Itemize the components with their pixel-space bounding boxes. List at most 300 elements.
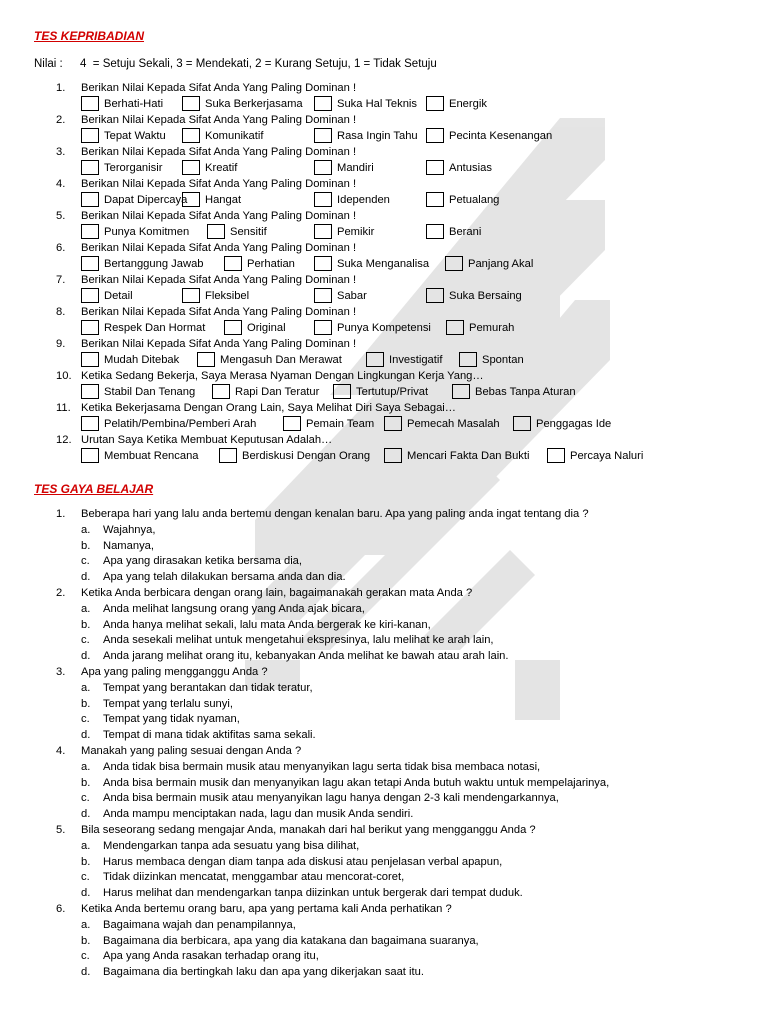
score-input-box[interactable] bbox=[513, 416, 531, 431]
answer-option[interactable] bbox=[0, 712, 768, 728]
trait-option bbox=[81, 160, 162, 176]
personality-question bbox=[0, 336, 768, 352]
trait-label: Pemain Team bbox=[306, 418, 375, 430]
option-row bbox=[0, 416, 768, 432]
answer-letter: c. bbox=[81, 634, 90, 647]
trait-option bbox=[182, 128, 263, 144]
answer-letter: b. bbox=[81, 539, 91, 552]
answer-letter: c. bbox=[81, 871, 90, 884]
trait-option bbox=[513, 416, 611, 432]
answer-text: Anda bisa bermain musik dan menyanyikan lagu akan tetapi Anda butuh waktu untuk mempelajarinya, bbox=[103, 776, 610, 789]
option-row bbox=[0, 96, 768, 112]
answer-letter: a. bbox=[81, 523, 91, 536]
trait-option bbox=[182, 160, 237, 176]
question-number: 2. bbox=[56, 586, 66, 599]
answer-option[interactable] bbox=[0, 855, 768, 871]
trait-option bbox=[426, 128, 552, 144]
score-input-box[interactable] bbox=[459, 352, 477, 367]
trait-label: Suka Berkerjasama bbox=[205, 98, 303, 110]
score-input-box[interactable] bbox=[197, 352, 215, 367]
answer-letter: c. bbox=[81, 555, 90, 568]
score-input-box[interactable] bbox=[81, 96, 99, 111]
question-text: Berikan Nilai Kepada Sifat Anda Yang Paling Dominan ! bbox=[81, 338, 357, 350]
trait-label: Energik bbox=[449, 98, 487, 110]
score-input-box[interactable] bbox=[81, 256, 99, 271]
score-input-box[interactable] bbox=[224, 320, 242, 335]
score-input-box[interactable] bbox=[182, 160, 200, 175]
trait-label: Perhatian bbox=[247, 258, 295, 270]
question-text: Apa yang paling mengganggu Anda ? bbox=[81, 665, 268, 678]
score-input-box[interactable] bbox=[207, 224, 225, 239]
trait-option bbox=[212, 384, 319, 400]
question-text: Ketika Sedang Bekerja, Saya Merasa Nyaman Dengan Lingkungan Kerja Yang… bbox=[81, 370, 484, 382]
question-number: 4. bbox=[56, 744, 66, 757]
trait-label: Sabar bbox=[337, 290, 367, 302]
answer-letter: d. bbox=[81, 571, 91, 584]
answer-list bbox=[0, 918, 768, 981]
trait-option bbox=[452, 384, 576, 400]
question-number: 3. bbox=[56, 146, 66, 158]
trait-option bbox=[219, 448, 370, 464]
answer-option[interactable] bbox=[0, 807, 768, 823]
option-row bbox=[0, 224, 768, 240]
trait-option bbox=[81, 96, 163, 112]
personality-question bbox=[0, 112, 768, 128]
score-input-box[interactable] bbox=[426, 288, 444, 303]
answer-option[interactable] bbox=[0, 633, 768, 649]
answer-option[interactable] bbox=[0, 570, 768, 586]
answer-letter: c. bbox=[81, 950, 90, 963]
score-input-box[interactable] bbox=[426, 128, 444, 143]
question-number: 11. bbox=[56, 402, 71, 414]
answer-list bbox=[0, 839, 768, 902]
trait-label: Bertanggung Jawab bbox=[104, 258, 204, 270]
personality-item bbox=[0, 400, 768, 432]
question-number: 2. bbox=[56, 114, 66, 126]
trait-option bbox=[314, 288, 367, 304]
trait-label: Pecinta Kesenangan bbox=[449, 130, 553, 142]
learning-style-item bbox=[0, 586, 768, 665]
question-text: Ketika Anda berbicara dengan orang lain, bagaimanakah gerakan mata Anda ? bbox=[81, 586, 473, 599]
trait-option bbox=[426, 96, 487, 112]
answer-option[interactable] bbox=[0, 728, 768, 744]
answer-letter: d. bbox=[81, 808, 91, 821]
learning-style-question bbox=[0, 507, 768, 523]
score-input-box[interactable] bbox=[452, 384, 470, 399]
score-input-box[interactable] bbox=[426, 224, 444, 239]
personality-item bbox=[0, 368, 768, 400]
answer-option[interactable] bbox=[0, 681, 768, 697]
trait-option bbox=[426, 192, 499, 208]
answer-text: Anda melihat langsung orang yang Anda ajak bicara, bbox=[103, 602, 365, 615]
trait-option bbox=[81, 320, 205, 336]
personality-question bbox=[0, 272, 768, 288]
option-row bbox=[0, 352, 768, 368]
answer-option[interactable] bbox=[0, 618, 768, 634]
trait-label: Mengasuh Dan Merawat bbox=[220, 354, 342, 366]
answer-letter: b. bbox=[81, 855, 91, 868]
personality-item bbox=[0, 240, 768, 272]
trait-label: Berhati-Hati bbox=[104, 98, 164, 110]
trait-label: Tepat Waktu bbox=[104, 130, 166, 142]
personality-question bbox=[0, 80, 768, 96]
learning-style-question-list bbox=[0, 507, 768, 981]
score-input-box[interactable] bbox=[219, 448, 237, 463]
trait-label: Membuat Rencana bbox=[104, 450, 199, 462]
learning-style-question bbox=[0, 902, 768, 918]
score-input-box[interactable] bbox=[81, 128, 99, 143]
question-text: Ketika Bekerjasama Dengan Orang Lain, Saya Melihat Diri Saya Sebagai… bbox=[81, 402, 456, 414]
personality-item bbox=[0, 112, 768, 144]
answer-text: Tidak diizinkan mencatat, menggambar atau mencorat-coret, bbox=[103, 871, 405, 884]
trait-label: Investigatif bbox=[389, 354, 443, 366]
answer-option[interactable] bbox=[0, 697, 768, 713]
score-input-box[interactable] bbox=[314, 256, 332, 271]
score-input-box[interactable] bbox=[426, 160, 444, 175]
personality-test-title: TES KEPRIBADIAN bbox=[34, 29, 145, 43]
learning-style-question bbox=[0, 665, 768, 681]
trait-label: Rapi Dan Teratur bbox=[235, 386, 320, 398]
answer-text: Harus melihat dan mendengarkan tanpa diizinkan untuk bergerak dari tempat duduk. bbox=[103, 887, 523, 900]
trait-label: Petualang bbox=[449, 194, 500, 206]
trait-option bbox=[314, 256, 429, 272]
trait-option bbox=[182, 96, 303, 112]
answer-letter: b. bbox=[81, 697, 91, 710]
learning-style-question bbox=[0, 744, 768, 760]
trait-label: Mencari Fakta Dan Bukti bbox=[407, 450, 530, 462]
score-input-box[interactable] bbox=[81, 320, 99, 335]
trait-option bbox=[81, 192, 187, 208]
question-number: 5. bbox=[56, 823, 66, 836]
question-number: 1. bbox=[56, 508, 66, 520]
learning-style-question bbox=[0, 823, 768, 839]
answer-list bbox=[0, 602, 768, 665]
trait-option bbox=[384, 416, 500, 432]
learning-style-item bbox=[0, 902, 768, 981]
score-input-box[interactable] bbox=[182, 192, 200, 207]
personality-question bbox=[0, 208, 768, 224]
score-input-box[interactable] bbox=[384, 448, 402, 463]
question-number: 4. bbox=[56, 178, 66, 190]
answer-option[interactable] bbox=[0, 934, 768, 950]
answer-text: Anda mampu menciptakan nada, lagu dan musik Anda sendiri. bbox=[103, 808, 414, 821]
trait-label: Stabil Dan Tenang bbox=[104, 386, 196, 398]
answer-list bbox=[0, 681, 768, 744]
answer-letter: d. bbox=[81, 887, 91, 900]
trait-label: Suka Menganalisa bbox=[337, 258, 430, 270]
answer-text: Bagaimana wajah dan penampilannya, bbox=[103, 918, 296, 931]
answer-text: Tempat yang terlalu sunyi, bbox=[103, 697, 233, 710]
question-text: Ketika Anda bertemu orang baru, apa yang pertama kali Anda perhatikan ? bbox=[81, 902, 452, 915]
trait-option bbox=[314, 192, 390, 208]
personality-question bbox=[0, 240, 768, 256]
trait-label: Tertutup/Privat bbox=[356, 386, 429, 398]
answer-text: Tempat di mana tidak aktifitas sama sekali. bbox=[103, 729, 316, 742]
personality-question bbox=[0, 144, 768, 160]
trait-label: Panjang Akal bbox=[468, 258, 534, 270]
trait-label: Suka Hal Teknis bbox=[337, 98, 418, 110]
learning-style-item bbox=[0, 665, 768, 744]
answer-letter: b. bbox=[81, 776, 91, 789]
trait-label: Bebas Tanpa Aturan bbox=[475, 386, 576, 398]
score-input-box[interactable] bbox=[547, 448, 565, 463]
trait-label: Kreatif bbox=[205, 162, 238, 174]
trait-option bbox=[426, 160, 492, 176]
trait-label: Hangat bbox=[205, 194, 242, 206]
score-input-box[interactable] bbox=[81, 352, 99, 367]
answer-option[interactable] bbox=[0, 886, 768, 902]
question-text: Beberapa hari yang lalu anda bertemu dengan kenalan baru. Apa yang paling anda ingat tentang dia ? bbox=[81, 508, 589, 520]
trait-label: Berani bbox=[449, 226, 482, 238]
personality-question bbox=[0, 304, 768, 320]
option-row bbox=[0, 192, 768, 208]
answer-option[interactable] bbox=[0, 839, 768, 855]
trait-option bbox=[314, 224, 374, 240]
question-text: Berikan Nilai Kepada Sifat Anda Yang Paling Dominan ! bbox=[81, 274, 357, 286]
answer-option[interactable] bbox=[0, 523, 768, 539]
score-input-box[interactable] bbox=[333, 384, 351, 399]
learning-style-test-title: TES GAYA BELAJAR bbox=[34, 482, 154, 496]
answer-letter: a. bbox=[81, 839, 91, 852]
answer-option[interactable] bbox=[0, 791, 768, 807]
question-text: Berikan Nilai Kepada Sifat Anda Yang Paling Dominan ! bbox=[81, 82, 357, 94]
answer-text: Apa yang dirasakan ketika bersama dia, bbox=[103, 555, 303, 568]
question-number: 1. bbox=[56, 82, 66, 94]
trait-label: Detail bbox=[104, 290, 133, 302]
trait-label: Sensitif bbox=[230, 226, 267, 238]
option-row bbox=[0, 160, 768, 176]
question-number: 6. bbox=[56, 902, 66, 915]
score-input-box[interactable] bbox=[81, 160, 99, 175]
score-input-box[interactable] bbox=[446, 320, 464, 335]
score-input-box[interactable] bbox=[81, 416, 99, 431]
personality-item bbox=[0, 176, 768, 208]
trait-label: Pelatih/Pembina/Pemberi Arah bbox=[104, 418, 257, 430]
trait-option bbox=[81, 256, 204, 272]
trait-option bbox=[314, 160, 374, 176]
score-input-box[interactable] bbox=[314, 96, 332, 111]
trait-label: Pemecah Masalah bbox=[407, 418, 500, 430]
score-input-box[interactable] bbox=[81, 192, 99, 207]
score-input-box[interactable] bbox=[182, 96, 200, 111]
score-input-box[interactable] bbox=[81, 384, 99, 399]
answer-option[interactable] bbox=[0, 776, 768, 792]
answer-option[interactable] bbox=[0, 602, 768, 618]
learning-style-question bbox=[0, 586, 768, 602]
question-number: 12. bbox=[56, 434, 72, 446]
trait-option bbox=[81, 288, 133, 304]
score-legend bbox=[34, 56, 768, 72]
answer-text: Anda jarang melihat orang itu, kebanyakan Anda melihat ke bawah atau arah lain. bbox=[103, 650, 509, 663]
trait-label: Terorganisir bbox=[104, 162, 163, 174]
trait-option bbox=[283, 416, 374, 432]
trait-label: Mudah Ditebak bbox=[104, 354, 180, 366]
score-input-box[interactable] bbox=[81, 448, 99, 463]
score-input-box[interactable] bbox=[366, 352, 384, 367]
score-input-box[interactable] bbox=[81, 224, 99, 239]
score-input-box[interactable] bbox=[81, 288, 99, 303]
personality-item bbox=[0, 80, 768, 112]
personality-question bbox=[0, 432, 768, 448]
trait-label: Dapat Dipercaya bbox=[104, 194, 188, 206]
answer-option[interactable] bbox=[0, 918, 768, 934]
question-number: 7. bbox=[56, 274, 66, 286]
trait-option bbox=[81, 416, 256, 432]
trait-label: Suka Bersaing bbox=[449, 290, 522, 302]
score-legend-label: Nilai : bbox=[34, 58, 63, 70]
option-row bbox=[0, 384, 768, 400]
personality-item bbox=[0, 144, 768, 176]
personality-question bbox=[0, 400, 768, 416]
trait-label: Penggagas Ide bbox=[536, 418, 612, 430]
trait-option bbox=[333, 384, 428, 400]
answer-option[interactable] bbox=[0, 760, 768, 776]
question-text: Urutan Saya Ketika Membuat Keputusan Adalah… bbox=[81, 434, 333, 446]
answer-letter: d. bbox=[81, 966, 91, 979]
score-input-box[interactable] bbox=[384, 416, 402, 431]
trait-option bbox=[81, 128, 166, 144]
question-number: 6. bbox=[56, 242, 66, 254]
trait-label: Percaya Naluri bbox=[570, 450, 644, 462]
answer-list bbox=[0, 760, 768, 823]
trait-option bbox=[426, 288, 522, 304]
question-number: 8. bbox=[56, 306, 66, 318]
trait-option bbox=[81, 448, 199, 464]
trait-option bbox=[426, 224, 481, 240]
answer-option[interactable] bbox=[0, 870, 768, 886]
question-number: 10. bbox=[56, 370, 72, 382]
trait-option bbox=[81, 224, 189, 240]
trait-option bbox=[446, 320, 514, 336]
answer-option[interactable] bbox=[0, 949, 768, 965]
answer-text: Mendengarkan tanpa ada sesuatu yang bisa dilihat, bbox=[103, 839, 360, 852]
question-number: 5. bbox=[56, 210, 66, 222]
answer-option[interactable] bbox=[0, 554, 768, 570]
personality-question bbox=[0, 176, 768, 192]
trait-option bbox=[224, 320, 286, 336]
score-input-box[interactable] bbox=[224, 256, 242, 271]
score-input-box[interactable] bbox=[182, 288, 200, 303]
score-input-box[interactable] bbox=[314, 288, 332, 303]
trait-option bbox=[314, 320, 431, 336]
option-row bbox=[0, 256, 768, 272]
score-input-box[interactable] bbox=[182, 128, 200, 143]
answer-text: Anda sesekali melihat untuk mengetahui ekspresinya, lalu melihat ke arah lain, bbox=[103, 634, 494, 647]
answer-text: Tempat yang tidak nyaman, bbox=[103, 713, 240, 726]
trait-option bbox=[459, 352, 524, 368]
answer-letter: a. bbox=[81, 681, 91, 694]
score-input-box[interactable] bbox=[314, 224, 332, 239]
option-row bbox=[0, 320, 768, 336]
learning-style-item bbox=[0, 744, 768, 823]
score-input-box[interactable] bbox=[426, 96, 444, 111]
question-text: Berikan Nilai Kepada Sifat Anda Yang Paling Dominan ! bbox=[81, 210, 357, 222]
trait-option bbox=[445, 256, 533, 272]
personality-item bbox=[0, 336, 768, 368]
trait-option bbox=[197, 352, 342, 368]
trait-option bbox=[81, 384, 195, 400]
question-number: 3. bbox=[56, 665, 66, 678]
answer-letter: a. bbox=[81, 602, 91, 615]
trait-option bbox=[314, 96, 417, 112]
trait-option bbox=[547, 448, 643, 464]
answer-list bbox=[0, 523, 768, 586]
score-input-box[interactable] bbox=[426, 192, 444, 207]
trait-option bbox=[207, 224, 267, 240]
trait-label: Idependen bbox=[337, 194, 390, 206]
score-input-box[interactable] bbox=[314, 192, 332, 207]
answer-option[interactable] bbox=[0, 649, 768, 665]
trait-label: Punya Komitmen bbox=[104, 226, 190, 238]
trait-label: Fleksibel bbox=[205, 290, 250, 302]
answer-letter: a. bbox=[81, 918, 91, 931]
answer-letter: a. bbox=[81, 760, 91, 773]
answer-letter: b. bbox=[81, 934, 91, 947]
answer-letter: b. bbox=[81, 618, 91, 631]
score-input-box[interactable] bbox=[314, 320, 332, 335]
answer-text: Bagaimana dia berbicara, apa yang dia katakana dan bagaimana suaranya, bbox=[103, 934, 479, 947]
score-input-box[interactable] bbox=[314, 128, 332, 143]
trait-label: Respek Dan Hormat bbox=[104, 322, 206, 334]
learning-style-item bbox=[0, 507, 768, 586]
score-input-box[interactable] bbox=[212, 384, 230, 399]
answer-text: Anda tidak bisa bermain musik atau menyanyikan lagu serta tidak bisa membaca notasi, bbox=[103, 760, 541, 773]
answer-text: Apa yang telah dilakukan bersama anda dan dia. bbox=[103, 571, 346, 584]
trait-label: Spontan bbox=[482, 354, 524, 366]
answer-text: Anda hanya melihat sekali, lalu mata Anda bergerak ke kiri-kanan, bbox=[103, 618, 431, 631]
trait-label: Rasa Ingin Tahu bbox=[337, 130, 418, 142]
question-text: Berikan Nilai Kepada Sifat Anda Yang Paling Dominan ! bbox=[81, 306, 357, 318]
answer-text: Bagaimana dia bertingkah laku dan apa yang dikerjakan saat itu. bbox=[103, 966, 424, 979]
trait-option bbox=[366, 352, 442, 368]
trait-option bbox=[182, 192, 241, 208]
question-text: Berikan Nilai Kepada Sifat Anda Yang Paling Dominan ! bbox=[81, 146, 357, 158]
trait-option bbox=[224, 256, 295, 272]
score-input-box[interactable] bbox=[314, 160, 332, 175]
trait-option bbox=[384, 448, 530, 464]
answer-text: Wajahnya, bbox=[103, 523, 156, 536]
answer-option[interactable] bbox=[0, 539, 768, 555]
answer-letter: d. bbox=[81, 650, 91, 663]
learning-style-item bbox=[0, 823, 768, 902]
answer-letter: c. bbox=[81, 792, 90, 805]
trait-option bbox=[182, 288, 249, 304]
score-input-box[interactable] bbox=[445, 256, 463, 271]
trait-label: Komunikatif bbox=[205, 130, 264, 142]
question-text: Manakah yang paling sesuai dengan Anda ? bbox=[81, 744, 302, 757]
personality-item bbox=[0, 432, 768, 464]
question-text: Berikan Nilai Kepada Sifat Anda Yang Paling Dominan ! bbox=[81, 178, 357, 190]
trait-label: Pemikir bbox=[337, 226, 375, 238]
answer-text: Apa yang Anda rasakan terhadap orang itu, bbox=[103, 950, 319, 963]
answer-text: Namanya, bbox=[103, 539, 154, 552]
answer-text: Anda bisa bermain musik atau menyanyikan lagu hanya dengan 2-3 kali mendengarkannya, bbox=[103, 792, 559, 805]
answer-text: Tempat yang berantakan dan tidak teratur, bbox=[103, 681, 313, 694]
question-text: Berikan Nilai Kepada Sifat Anda Yang Paling Dominan ! bbox=[81, 242, 357, 254]
answer-text: Harus membaca dengan diam tanpa ada diskusi atau penjelasan verbal apapun, bbox=[103, 855, 503, 868]
trait-label: Antusias bbox=[449, 162, 492, 174]
trait-label: Original bbox=[247, 322, 286, 334]
answer-option[interactable] bbox=[0, 965, 768, 981]
option-row bbox=[0, 128, 768, 144]
question-number: 9. bbox=[56, 338, 66, 350]
question-text: Berikan Nilai Kepada Sifat Anda Yang Paling Dominan ! bbox=[81, 114, 357, 126]
score-input-box[interactable] bbox=[283, 416, 301, 431]
answer-letter: c. bbox=[81, 713, 90, 726]
trait-label: Pemurah bbox=[469, 322, 515, 334]
trait-label: Punya Kompetensi bbox=[337, 322, 431, 334]
trait-option bbox=[314, 128, 418, 144]
